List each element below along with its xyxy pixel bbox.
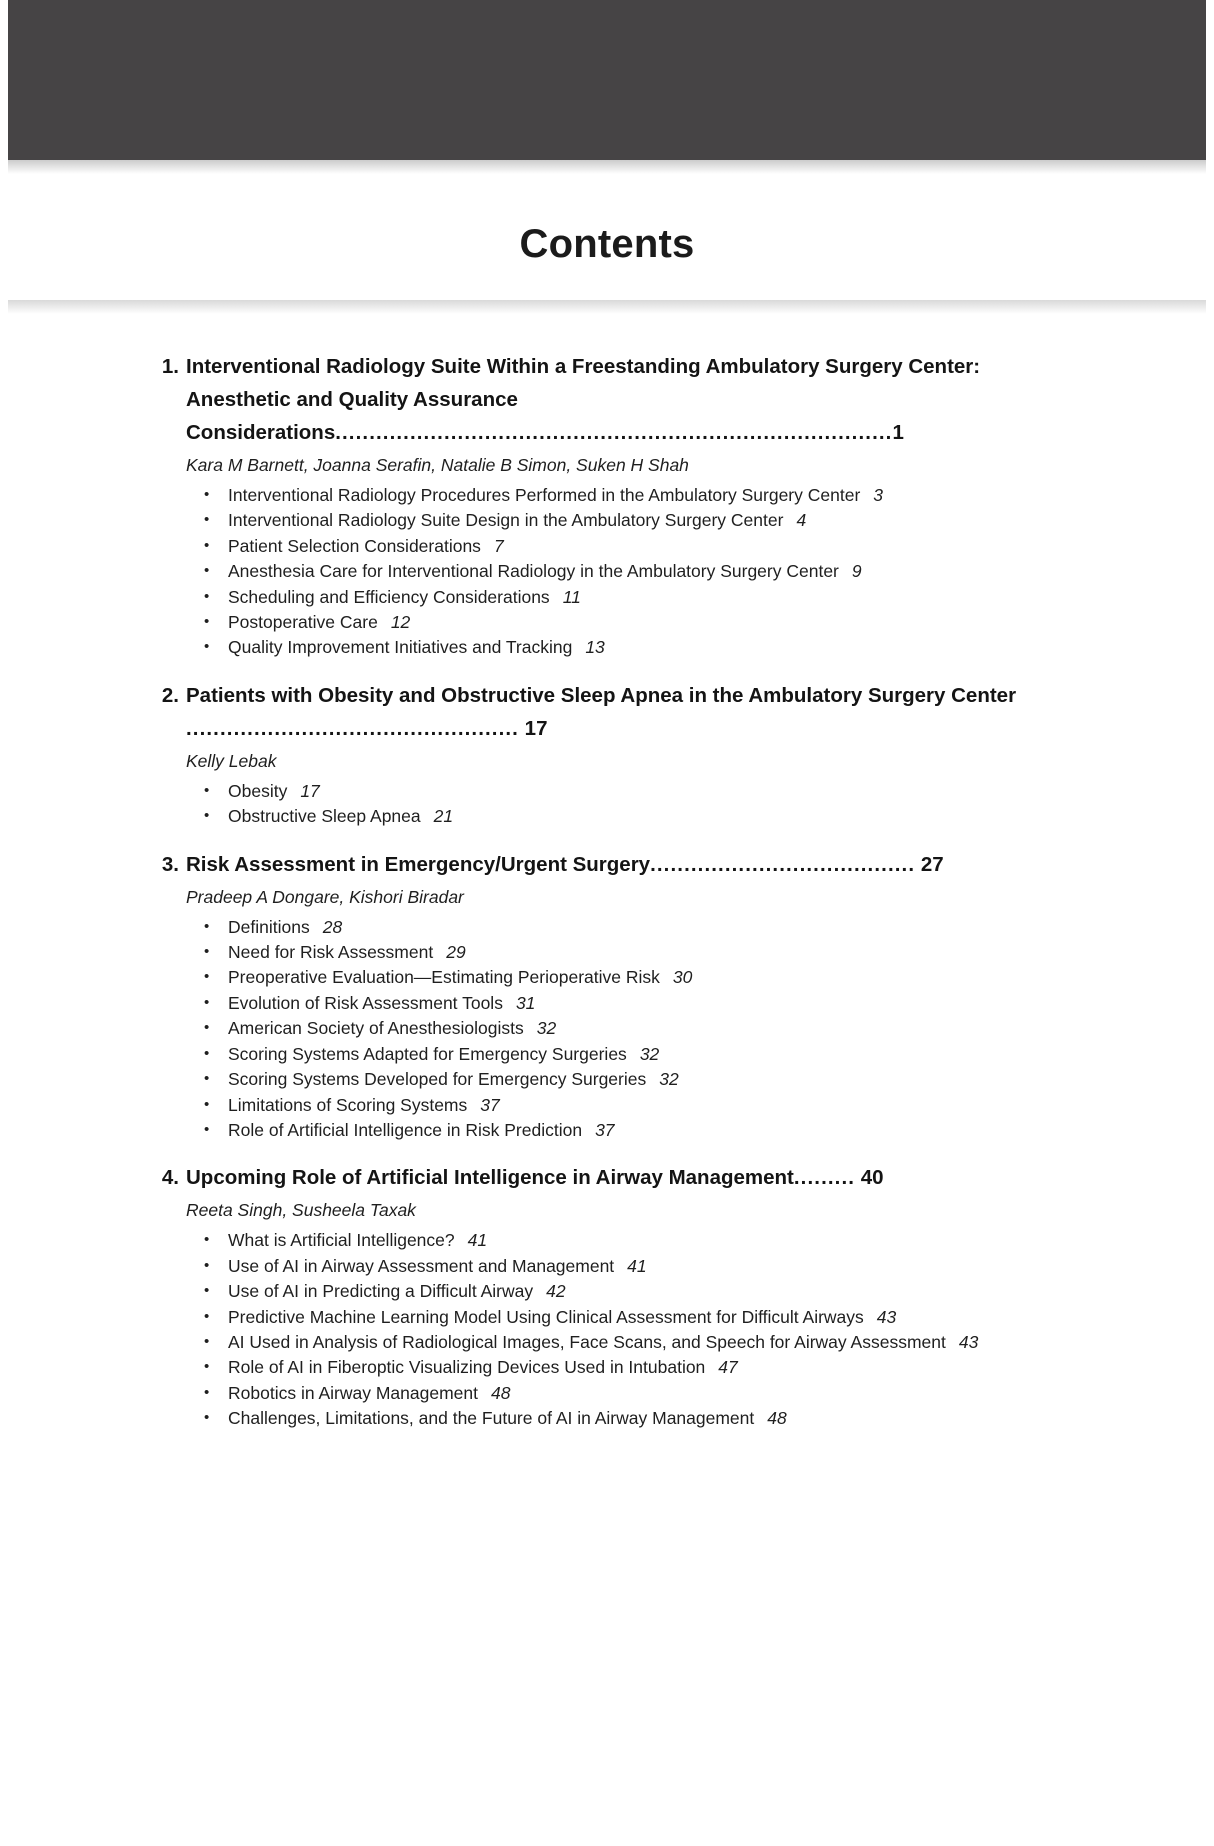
contents-header-band	[8, 174, 1206, 300]
chapter-title: Upcoming Role of Artificial Intelligence in Airway Management	[186, 1166, 794, 1190]
section-item[interactable]	[186, 1381, 1068, 1406]
dot-leader: .........	[793, 1166, 856, 1190]
section-label: Evolution of Risk Assessment Tools	[228, 992, 503, 1013]
chapter-title: Patients with Obesity and Obstructive Sleep Apnea in the Ambulatory Surgery Center	[186, 683, 1017, 707]
chapter-page-number: 27	[915, 852, 944, 876]
section-label: Preoperative Evaluation—Estimating Perioperative Risk	[228, 967, 660, 988]
section-label: Postoperative Care	[228, 612, 378, 633]
section-page-number: 37	[480, 1094, 500, 1115]
section-label: Predictive Machine Learning Model Using Clinical Assessment for Difficult Airways	[228, 1306, 864, 1327]
section-page-number: 9	[851, 561, 862, 582]
section-item[interactable]	[186, 534, 1068, 559]
section-page-number: 32	[639, 1043, 660, 1064]
section-item[interactable]	[186, 1279, 1068, 1304]
section-item[interactable]	[186, 1042, 1068, 1067]
section-label: Definitions	[228, 916, 310, 937]
section-label: Role of AI in Fiberoptic Visualizing Devices Used in Intubation	[228, 1357, 706, 1378]
section-page-number: 31	[515, 992, 536, 1013]
section-page-number: 32	[536, 1018, 557, 1039]
chapter-authors: Kara M Barnett, Joanna Serafin, Natalie B Simon, Suken H Shah	[186, 455, 689, 475]
section-item[interactable]	[186, 1067, 1068, 1092]
section-page-number: 17	[300, 780, 320, 801]
section-label: Interventional Radiology Procedures Performed in the Ambulatory Surgery Center	[228, 485, 861, 505]
section-item[interactable]	[186, 1228, 1068, 1253]
page-top-shadow	[8, 160, 1206, 174]
section-label: Obesity	[228, 780, 288, 801]
section-item[interactable]	[186, 915, 1068, 940]
section-label: Scheduling and Efficiency Considerations	[228, 586, 550, 607]
header-divider-shadow	[8, 300, 1206, 314]
section-item[interactable]	[186, 1016, 1068, 1041]
dot-leader: ..................................................................................	[335, 421, 893, 444]
section-page-number: 47	[718, 1357, 738, 1378]
section-page-number: 11	[562, 586, 581, 607]
section-page-number: 28	[322, 916, 343, 937]
section-item[interactable]	[186, 610, 1068, 635]
section-label: Scoring Systems Adapted for Emergency Surgeries	[228, 1043, 627, 1064]
section-label: AI Used in Analysis of Radiological Images, Face Scans, and Speech for Airway Assessment	[228, 1331, 946, 1352]
section-item[interactable]	[186, 1330, 1068, 1355]
section-label: Obstructive Sleep Apnea	[228, 806, 421, 827]
section-page-number: 41	[627, 1255, 647, 1276]
section-item[interactable]	[186, 779, 1068, 804]
chapter-page-number: 40	[855, 1166, 884, 1190]
section-page-number: 48	[767, 1408, 787, 1429]
chapter-number: 2.	[161, 683, 179, 707]
toc-chapter[interactable]	[8, 679, 1206, 830]
section-label: What is Artificial Intelligence?	[228, 1230, 455, 1251]
section-label: American Society of Anesthesiologists	[228, 1018, 524, 1039]
section-item[interactable]	[186, 1118, 1068, 1143]
section-page-number: 12	[390, 612, 411, 633]
chapter-authors: Kelly Lebak	[186, 750, 277, 771]
section-page-number: 43	[958, 1331, 979, 1352]
section-label: Interventional Radiology Suite Design in the Ambulatory Surgery Center	[228, 510, 784, 531]
chapter-heading[interactable]	[161, 848, 1068, 881]
toc-chapter[interactable]	[8, 1161, 1206, 1431]
section-label: Role of Artificial Intelligence in Risk Prediction	[228, 1119, 583, 1140]
section-label: Robotics in Airway Management	[228, 1382, 478, 1403]
chapter-number: 3.	[161, 852, 179, 876]
section-page-number: 29	[446, 942, 466, 963]
chapter-authors: Pradeep A Dongare, Kishori Biradar	[186, 886, 464, 907]
section-item[interactable]	[186, 1406, 1068, 1431]
chapter-title: Interventional Radiology Suite Within a Freestanding Ambulatory Surgery Center: Anesthetic and Quality Assurance Considerations	[186, 355, 981, 444]
section-page-number: 4	[796, 510, 807, 531]
chapter-authors: Reeta Singh, Susheela Taxak	[186, 1200, 416, 1221]
section-page-number: 42	[546, 1281, 566, 1302]
section-page-number: 21	[433, 806, 454, 827]
section-label: Patient Selection Considerations	[228, 535, 481, 556]
section-item[interactable]	[186, 991, 1068, 1016]
section-item[interactable]	[186, 508, 1068, 533]
section-label: Limitations of Scoring Systems	[228, 1094, 468, 1115]
section-label: Use of AI in Predicting a Difficult Airway	[228, 1281, 534, 1302]
chapter-page-number: 17	[518, 716, 548, 740]
section-item[interactable]	[186, 635, 1068, 660]
section-page-number: 3	[873, 485, 884, 505]
section-page-number: 43	[876, 1306, 897, 1327]
section-item[interactable]	[186, 585, 1068, 610]
section-item[interactable]	[186, 559, 1068, 584]
section-label: Challenges, Limitations, and the Future of AI in Airway Management	[228, 1408, 755, 1429]
chapter-heading[interactable]	[161, 1161, 1068, 1194]
viewer-top-bar	[8, 0, 1206, 160]
chapter-title: Risk Assessment in Emergency/Urgent Surgery	[186, 852, 651, 876]
document-page	[8, 160, 1206, 1846]
table-of-contents	[8, 350, 1206, 1434]
section-page-number: 7	[493, 535, 504, 556]
page-title: Contents	[519, 222, 695, 266]
section-page-number: 41	[467, 1230, 488, 1251]
section-item[interactable]	[186, 940, 1068, 965]
toc-chapter[interactable]	[8, 350, 1206, 661]
section-page-number: 32	[659, 1069, 679, 1090]
chapter-heading[interactable]	[161, 679, 1068, 745]
chapter-section-list	[186, 483, 1068, 661]
section-item[interactable]	[186, 483, 1068, 508]
section-item[interactable]	[186, 1355, 1068, 1380]
section-page-number: 37	[595, 1119, 615, 1140]
section-item[interactable]	[186, 1093, 1068, 1118]
chapter-number: 4.	[161, 1166, 179, 1190]
chapter-page-number: 1	[892, 421, 904, 444]
chapter-number: 1.	[161, 355, 179, 378]
section-page-number: 30	[672, 967, 693, 988]
dot-leader: .................................................	[186, 716, 519, 740]
section-item[interactable]	[186, 804, 1068, 829]
chapter-section-list	[186, 915, 1068, 1144]
chapter-heading[interactable]	[161, 350, 1068, 449]
section-label: Anesthesia Care for Interventional Radiology in the Ambulatory Surgery Center	[228, 561, 839, 582]
toc-chapter[interactable]	[8, 848, 1206, 1144]
section-item[interactable]	[186, 1305, 1068, 1330]
section-label: Scoring Systems Developed for Emergency Surgeries	[228, 1069, 647, 1090]
section-item[interactable]	[186, 965, 1068, 990]
dot-leader: .......................................	[650, 852, 916, 876]
section-page-number: 13	[585, 637, 605, 658]
section-item[interactable]	[186, 1254, 1068, 1279]
section-label: Need for Risk Assessment	[228, 942, 434, 963]
section-page-number: 48	[490, 1382, 511, 1403]
section-label: Use of AI in Airway Assessment and Management	[228, 1255, 615, 1276]
chapter-section-list	[186, 779, 1068, 830]
section-label: Quality Improvement Initiatives and Tracking	[228, 637, 573, 658]
chapter-section-list	[186, 1228, 1068, 1431]
